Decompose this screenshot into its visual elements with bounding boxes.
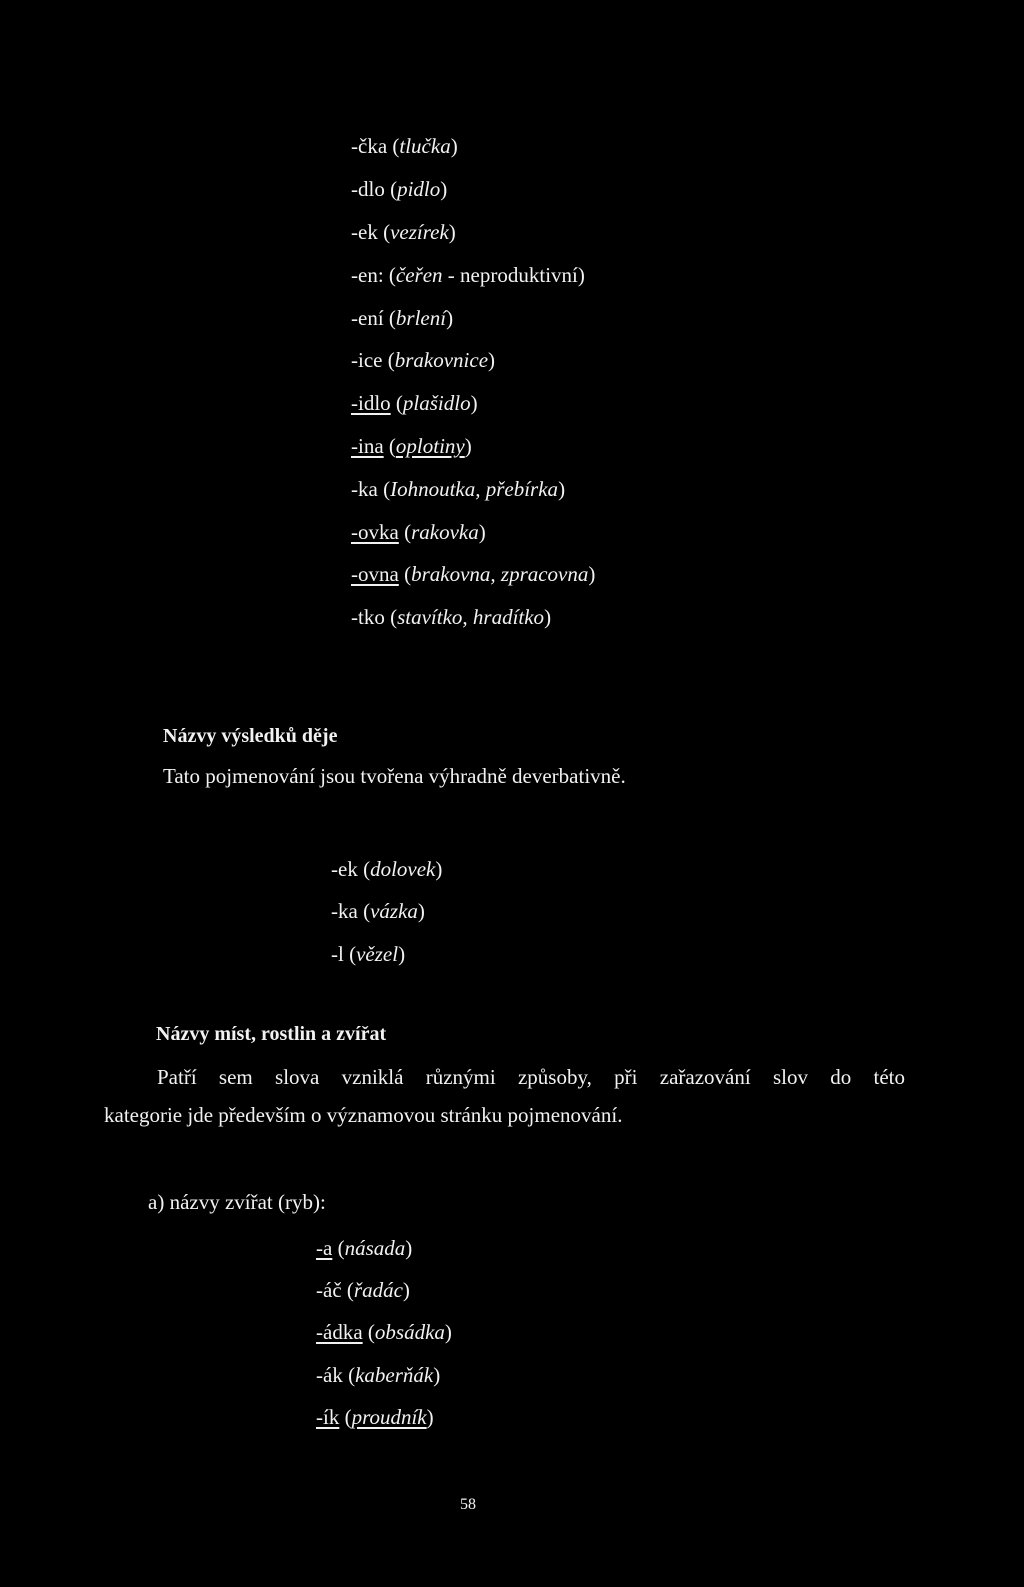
example-word: pidlo xyxy=(397,177,441,201)
list-item: -čka (tlučka) xyxy=(351,134,458,158)
paragraph-line: Patří sem slova vzniklá různými způsoby, při zařazování slov do této xyxy=(157,1065,905,1089)
example-word: vezírek xyxy=(390,220,449,244)
list-item: -ka (vázka) xyxy=(331,899,425,923)
list-item: -a (násada) xyxy=(316,1236,413,1260)
example-word: čeřen xyxy=(395,263,443,287)
suffix: -ádka xyxy=(316,1320,363,1344)
example-word: stavítko, hradítko xyxy=(397,605,545,629)
suffix: -ák xyxy=(316,1363,343,1387)
list-item: -ík (proudník) xyxy=(316,1405,434,1429)
example-word: kaberňák xyxy=(355,1363,434,1387)
example-word: plašidlo xyxy=(402,391,471,415)
suffix: -ovna xyxy=(351,562,399,586)
list-item: -ení (brlení) xyxy=(351,306,454,330)
suffix: -ení xyxy=(351,306,384,330)
example-word: řadác xyxy=(353,1278,403,1302)
suffix: -ek xyxy=(331,857,358,881)
example-word: rakovka xyxy=(411,520,479,544)
example-word: oplotiny xyxy=(395,434,465,458)
example-word: brakovnice xyxy=(394,348,489,372)
section-heading: Názvy výsledků děje xyxy=(163,725,338,747)
list-item: -ádka (obsádka) xyxy=(316,1320,452,1344)
suffix: -ka xyxy=(351,477,378,501)
suffix: -idlo xyxy=(351,391,391,415)
list-item: -ek (vezírek) xyxy=(351,220,456,244)
list-item: -ovna (brakovna, zpracovna) xyxy=(351,562,596,586)
suffix: -ík xyxy=(316,1405,340,1429)
suffix: -tko xyxy=(351,605,385,629)
paragraph-line: kategorie jde především o významovou stránku pojmenování. xyxy=(104,1103,623,1127)
example-word: Iohnoutka, přebírka xyxy=(390,477,559,501)
example-word: brlení xyxy=(395,306,447,330)
example-word: vázka xyxy=(370,899,418,923)
note: - neproduktivní xyxy=(442,263,578,287)
list-item: -ovka (rakovka) xyxy=(351,520,486,544)
example-word: tlučka xyxy=(399,134,451,158)
suffix: -l xyxy=(331,942,344,966)
list-item: -tko (stavítko, hradítko) xyxy=(351,605,552,629)
suffix: -dlo xyxy=(351,177,385,201)
example-word: dolovek xyxy=(370,857,436,881)
list-item: -áč (řadác) xyxy=(316,1278,410,1302)
suffix: -ina xyxy=(351,434,384,458)
example-word: proudník xyxy=(351,1405,427,1429)
example-word: obsádka xyxy=(374,1320,445,1344)
list-item: -dlo (pidlo) xyxy=(351,177,448,201)
list-item: -idlo (plašidlo) xyxy=(351,391,478,415)
list-item: -l (vězel) xyxy=(331,942,406,966)
suffix: -ka xyxy=(331,899,358,923)
example-word: násada xyxy=(344,1236,406,1260)
list-item: -ek (dolovek) xyxy=(331,857,443,881)
suffix: -a xyxy=(316,1236,333,1260)
suffix: -čka xyxy=(351,134,388,158)
suffix: -ice xyxy=(351,348,383,372)
list-item: -ina (oplotiny) xyxy=(351,434,472,458)
page-number: 58 xyxy=(460,1496,476,1513)
list-item: -ice (brakovnice) xyxy=(351,348,496,372)
suffix: -ovka xyxy=(351,520,399,544)
section-heading: Názvy míst, rostlin a zvířat xyxy=(156,1023,387,1045)
paragraph: Tato pojmenování jsou tvořena výhradně deverbativně. xyxy=(163,764,626,788)
list-item: -ák (kaberňák) xyxy=(316,1363,441,1387)
suffix: -áč xyxy=(316,1278,342,1302)
suffix: -ek xyxy=(351,220,378,244)
example-word: vězel xyxy=(356,942,399,966)
list-item: -en: (čeřen - neproduktivní) xyxy=(351,263,585,287)
example-word: brakovna, zpracovna xyxy=(411,562,589,586)
list-item: -ka (Iohnoutka, přebírka) xyxy=(351,477,566,501)
subsection-label: a) názvy zvířat (ryb): xyxy=(148,1190,326,1214)
suffix: -en: xyxy=(351,263,384,287)
